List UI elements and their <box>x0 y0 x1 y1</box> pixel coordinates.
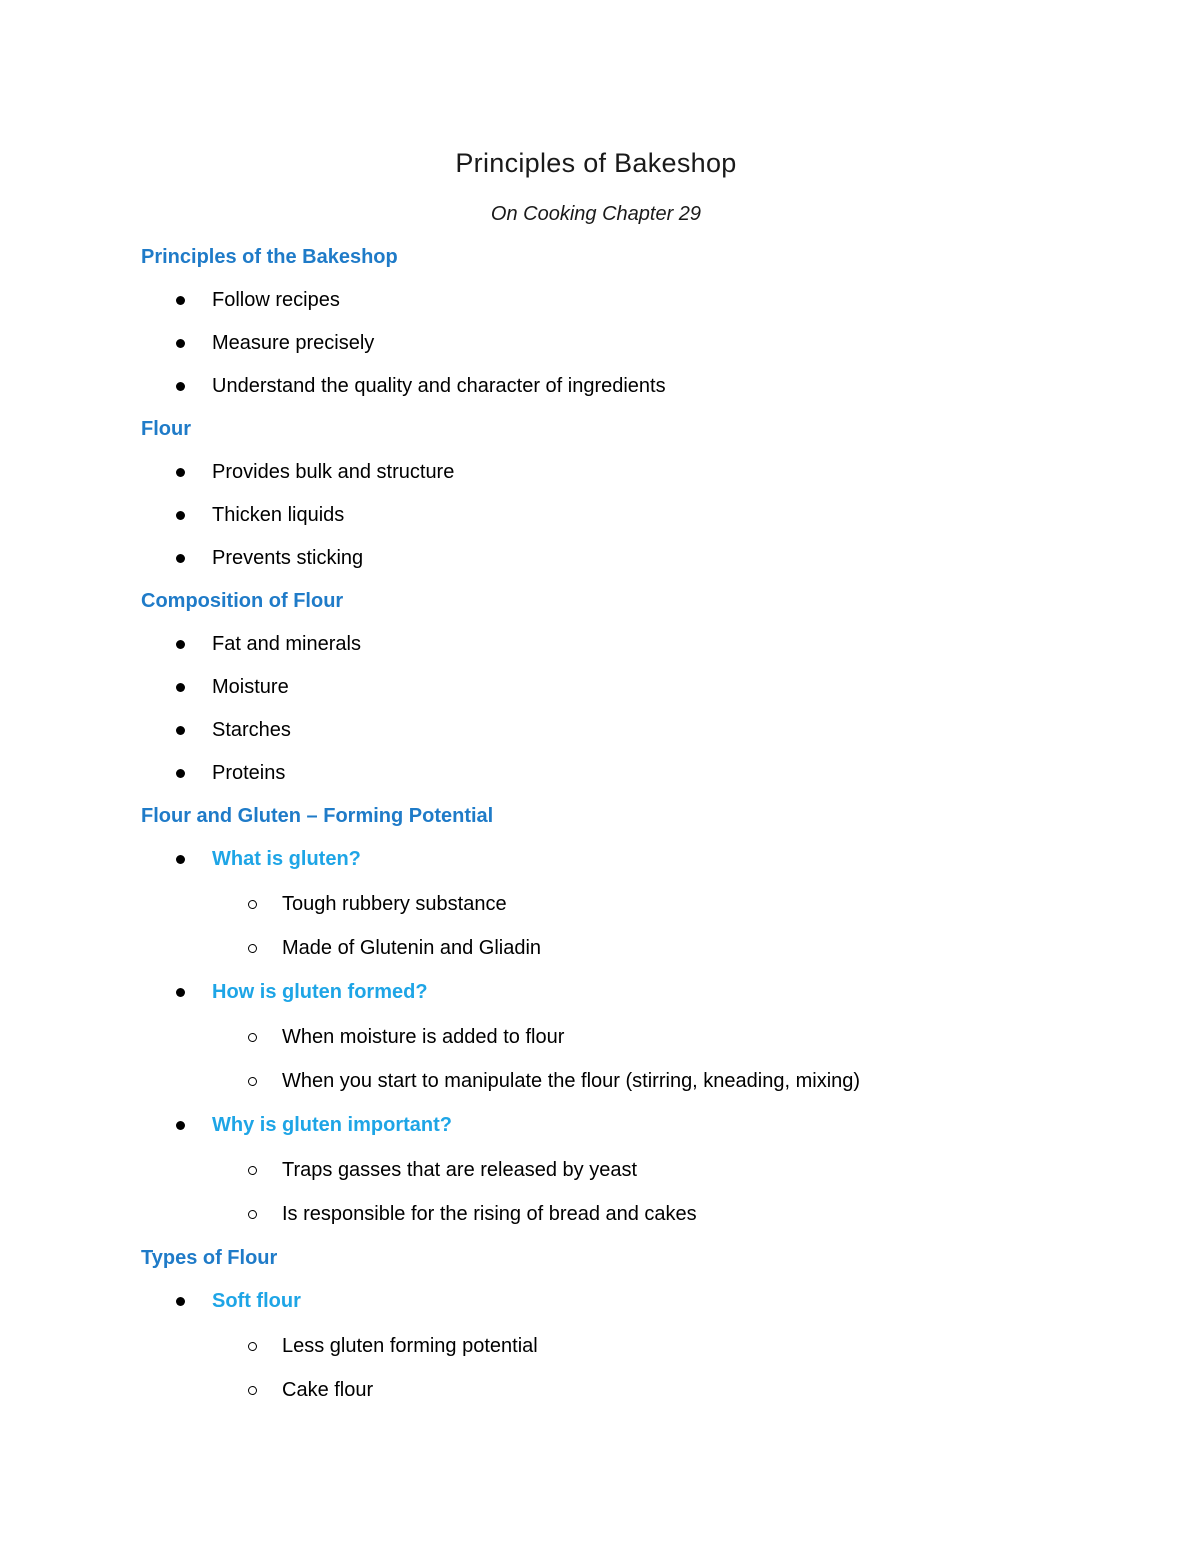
question-label: Why is gluten important? <box>212 1114 452 1136</box>
question-item <box>141 976 1101 1021</box>
list-item <box>141 714 1101 757</box>
list-item-text: Measure precisely <box>212 332 375 354</box>
bullet-icon <box>176 855 185 864</box>
circle-bullet-icon <box>248 1210 257 1219</box>
sub-list-item <box>141 1021 1101 1065</box>
question-label: What is gluten? <box>212 848 361 870</box>
circle-bullet-icon <box>248 1077 257 1086</box>
list-item-text: Proteins <box>212 762 286 784</box>
list-item-text: Starches <box>212 719 291 741</box>
sub-list-item-text: Made of Glutenin and Gliadin <box>282 937 542 959</box>
sub-list-item-text: Traps gasses that are released by yeast <box>282 1159 637 1181</box>
sub-list-item <box>141 1198 1101 1242</box>
bullet-icon <box>176 554 185 563</box>
sub-list-item-text: Is responsible for the rising of bread and cakes <box>282 1203 697 1225</box>
list-item-text: Understand the quality and character of ingredients <box>212 375 666 397</box>
question-item <box>141 843 1101 888</box>
sub-list-item <box>141 1330 1101 1374</box>
bullet-icon <box>176 382 185 391</box>
circle-bullet-icon <box>248 944 257 953</box>
list-item <box>141 499 1101 542</box>
circle-bullet-icon <box>248 1033 257 1042</box>
list-item-text: Provides bulk and structure <box>212 461 455 483</box>
question-label: How is gluten formed? <box>212 981 428 1003</box>
sub-list-item-text: Less gluten forming potential <box>282 1335 538 1357</box>
sub-list-item-text: Tough rubbery substance <box>282 893 507 915</box>
sub-list-item <box>141 1374 1101 1418</box>
sub-list-item <box>141 888 1101 932</box>
bullet-icon <box>176 468 185 477</box>
page-title: Principles of Bakeshop <box>455 148 737 178</box>
bullet-icon <box>176 339 185 348</box>
list-item-text: Moisture <box>212 676 289 698</box>
bullet-icon <box>176 769 185 778</box>
question-item <box>141 1285 1101 1330</box>
bullet-icon <box>176 640 185 649</box>
list-item <box>141 757 1101 800</box>
bullet-icon <box>176 1121 185 1130</box>
list-item-text: Follow recipes <box>212 289 340 311</box>
bullet-icon <box>176 988 185 997</box>
list-item <box>141 327 1101 370</box>
section-heading: Principles of the Bakeshop <box>141 246 398 268</box>
section-heading: Flour <box>141 418 191 440</box>
bullet-icon <box>176 511 185 520</box>
sub-list-item <box>141 932 1101 976</box>
circle-bullet-icon <box>248 1386 257 1395</box>
question-label: Soft flour <box>212 1290 301 1312</box>
list-item <box>141 542 1101 585</box>
section-heading: Composition of Flour <box>141 590 344 612</box>
list-item-text: Thicken liquids <box>212 504 345 526</box>
list-item-text: Fat and minerals <box>212 633 361 655</box>
bullet-icon <box>176 683 185 692</box>
list-item-text: Prevents sticking <box>212 547 364 569</box>
list-item <box>141 456 1101 499</box>
list-item <box>141 671 1101 714</box>
bullet-icon <box>176 726 185 735</box>
list-item <box>141 370 1101 413</box>
section-heading: Flour and Gluten – Forming Potential <box>141 805 494 827</box>
list-item <box>141 284 1101 327</box>
circle-bullet-icon <box>248 1342 257 1351</box>
section-heading: Types of Flour <box>141 1247 278 1269</box>
page-subtitle: On Cooking Chapter 29 <box>490 203 702 225</box>
bullet-icon <box>176 1297 185 1306</box>
question-item <box>141 1109 1101 1154</box>
sub-list-item-text: Cake flour <box>282 1379 374 1401</box>
document-body <box>141 241 1101 1418</box>
list-item <box>141 628 1101 671</box>
sub-list-item <box>141 1154 1101 1198</box>
sub-list-item-text: When moisture is added to flour <box>282 1026 565 1048</box>
circle-bullet-icon <box>248 900 257 909</box>
sub-list-item-text: When you start to manipulate the flour (stirring, kneading, mixing) <box>282 1070 861 1092</box>
circle-bullet-icon <box>248 1166 257 1175</box>
bullet-icon <box>176 296 185 305</box>
sub-list-item <box>141 1065 1101 1109</box>
